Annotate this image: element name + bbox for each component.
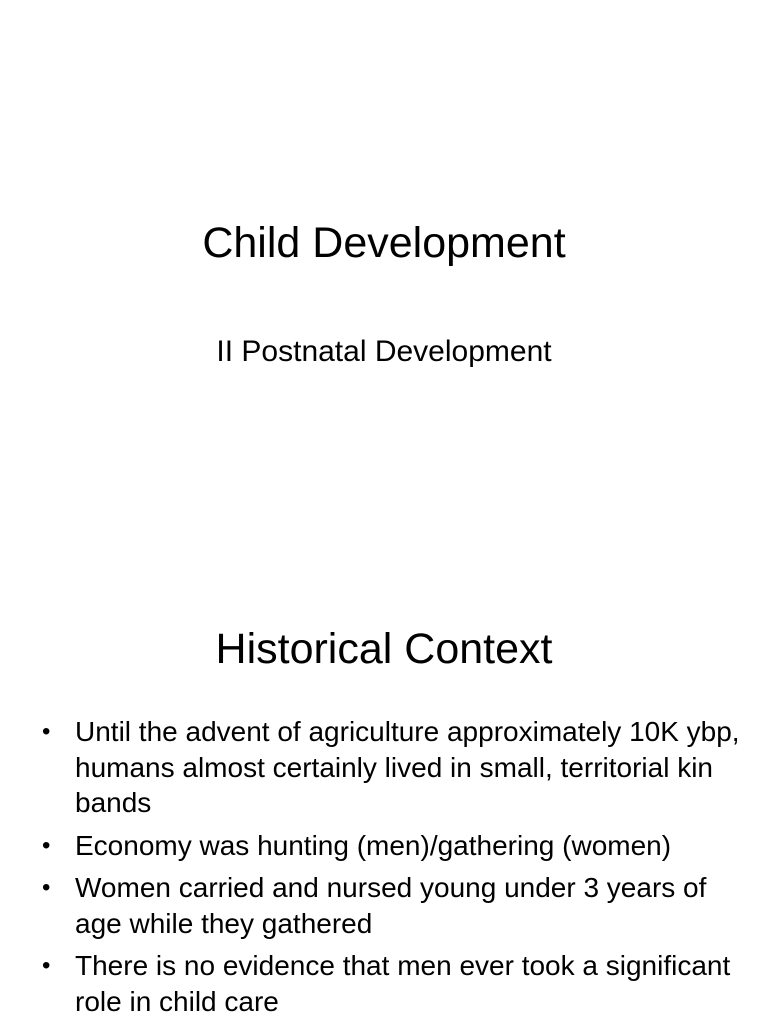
bullet-text: Women carried and nursed young under 3 years of age while they gathered — [75, 872, 707, 939]
bullet-item — [0, 870, 768, 941]
bullet-icon: • — [42, 952, 51, 979]
slide-heading: Historical Context — [215, 625, 553, 673]
bullet-text: There is no evidence that men ever took a significant role in child care — [75, 950, 731, 1017]
bullet-item — [0, 948, 768, 1019]
bullet-icon: • — [42, 718, 51, 745]
slide-subtitle: II Postnatal Development — [216, 335, 552, 368]
slide-historical-context — [0, 576, 768, 1024]
bullet-list — [0, 714, 768, 1026]
slide-title: Child Development — [202, 219, 566, 267]
bullet-icon: • — [42, 831, 51, 859]
bullet-text: Until the advent of agriculture approximately 10K ybp, humans almost certainly lived in small, territorial kin bands — [75, 716, 740, 818]
bullet-item — [0, 828, 768, 864]
bullet-text: Economy was hunting (men)/gathering (women) — [75, 829, 672, 861]
bullet-item — [0, 714, 768, 821]
bullet-icon: • — [42, 874, 51, 901]
